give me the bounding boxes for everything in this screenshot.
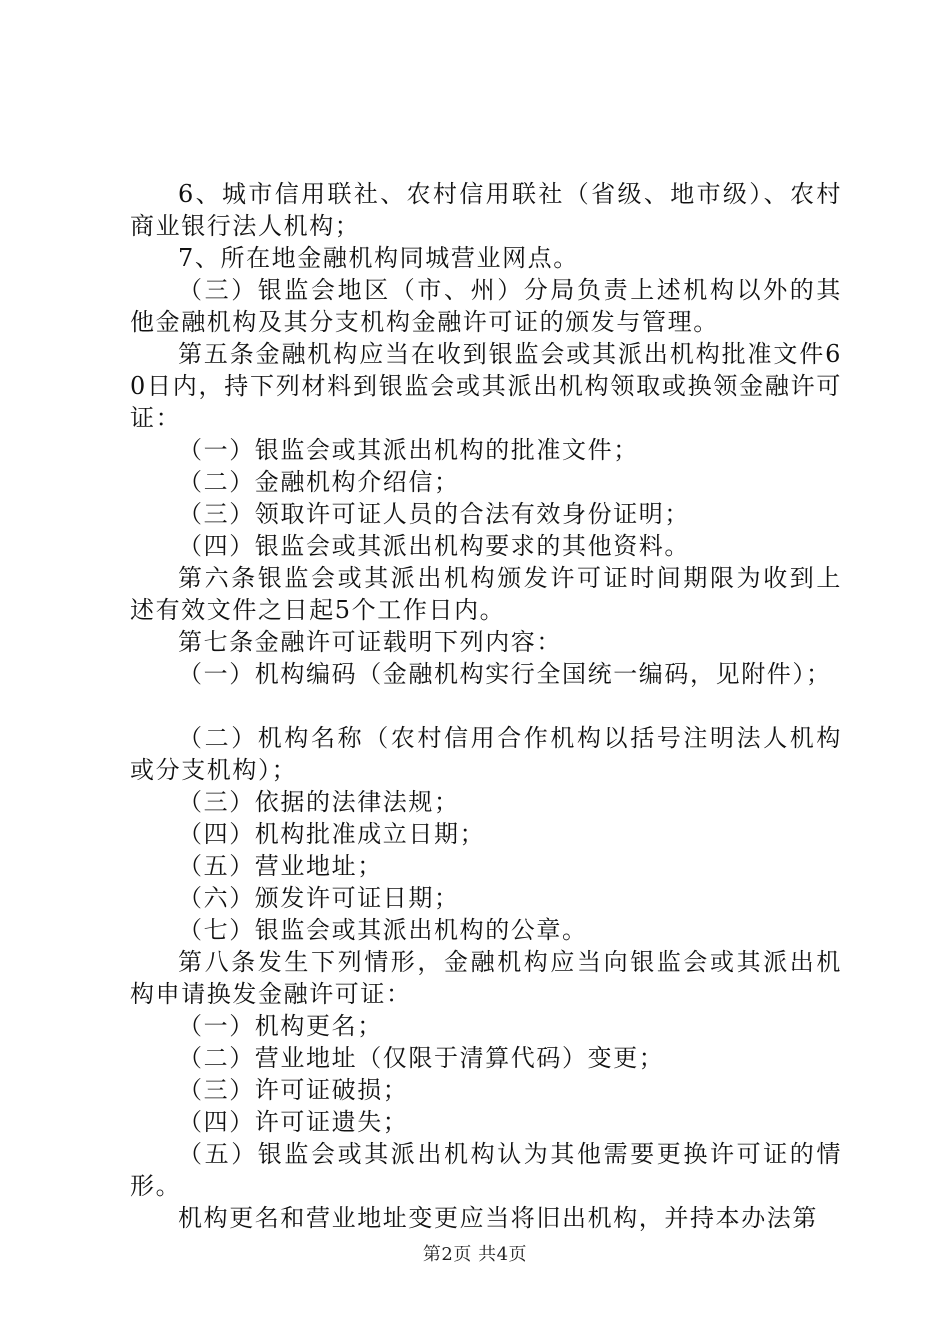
paragraph: （七）银监会或其派出机构的公章。 [178, 916, 588, 944]
paragraph: （一）机构编码（金融机构实行全国统一编码，见附件）； [178, 660, 832, 688]
paragraph: 7、所在地金融机构同城营业网点。 [178, 244, 579, 272]
document-body [130, 178, 842, 1234]
article-8-paragraph: 第八条发生下列情形，金融机构应当向银监会或其派出机构申请换发金融许可证： [130, 948, 842, 1008]
article-5-paragraph: 第五条金融机构应当在收到银监会或其派出机构批准文件60日内，持下列材料到银监会或其派出机构领取或换领金融许可证： [130, 340, 842, 432]
paragraph: （六）颁发许可证日期； [178, 884, 460, 912]
article-6-paragraph: 第六条银监会或其派出机构颁发许可证时间期限为收到上述有效文件之日起5个工作日内。 [130, 564, 842, 624]
paragraph: （三）领取许可证人员的合法有效身份证明； [178, 500, 690, 528]
page-number-footer: 第2页 共4页 [422, 1244, 528, 1265]
paragraph: （四）银监会或其派出机构要求的其他资料。 [178, 532, 690, 560]
paragraph: （五）银监会或其派出机构认为其他需要更换许可证的情形。 [130, 1140, 842, 1200]
paragraph: （二）营业地址（仅限于清算代码）变更； [178, 1044, 665, 1072]
article-7-paragraph: 第七条金融许可证载明下列内容： [178, 628, 562, 656]
paragraph: （三）银监会地区（市、州）分局负责上述机构以外的其他金融机构及其分支机构金融许可证的颁发与管理。 [130, 276, 842, 336]
paragraph: （一）银监会或其派出机构的批准文件； [178, 436, 639, 464]
paragraph: （一）机构更名； [178, 1012, 383, 1040]
paragraph: （二）机构名称（农村信用合作机构以括号注明法人机构或分支机构）； [130, 724, 842, 784]
paragraph: 机构更名和营业地址变更应当将旧出机构，并持本办法第 [178, 1204, 818, 1232]
paragraph: （二）金融机构介绍信； [178, 468, 460, 496]
paragraph: （三）许可证破损； [178, 1076, 409, 1104]
paragraph: （四）许可证遗失； [178, 1108, 409, 1136]
paragraph: （五）营业地址； [178, 852, 383, 880]
paragraph: （三）依据的法律法规； [178, 788, 460, 816]
paragraph: 6、城市信用联社、农村信用联社（省级、地市级）、农村商业银行法人机构； [130, 180, 842, 240]
paragraph: （四）机构批准成立日期； [178, 820, 486, 848]
